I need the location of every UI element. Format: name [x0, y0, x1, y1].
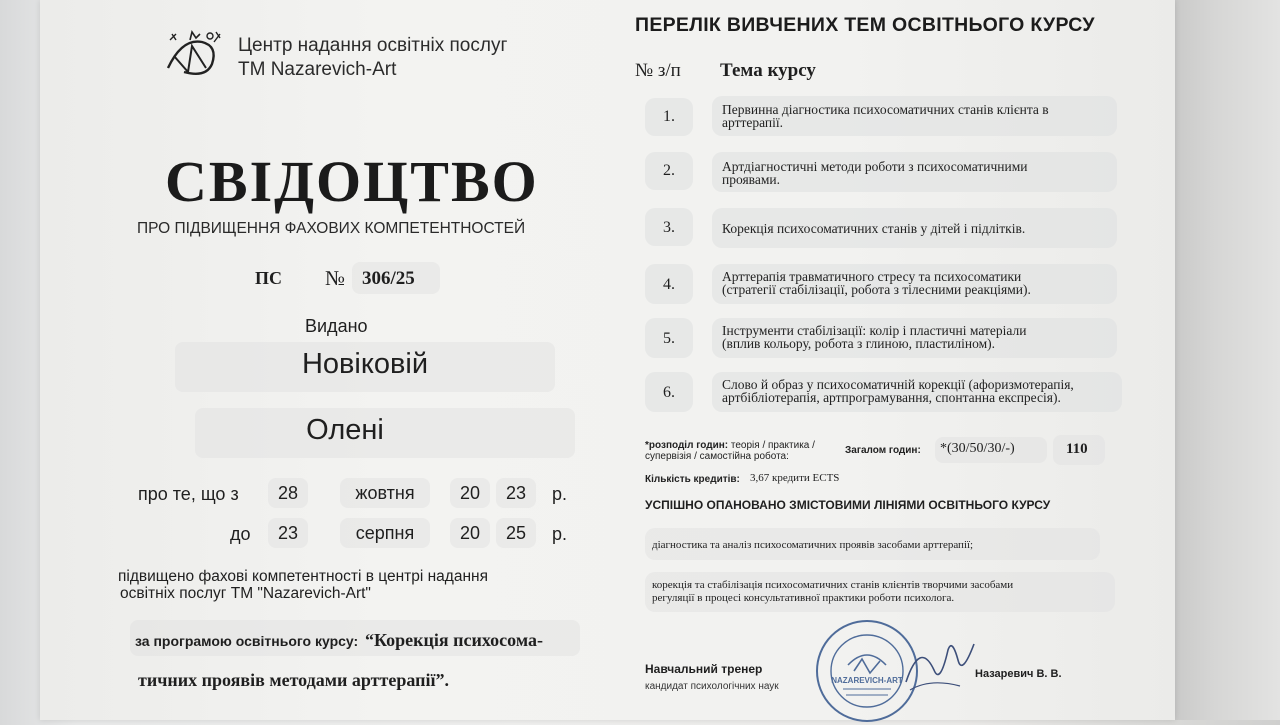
topic-number: 1.: [663, 108, 675, 125]
content-line-2: [652, 579, 1013, 605]
content-line-2a: корекція та стабілізація психосоматичних станів клієнтів творчими засобами: [652, 579, 1014, 591]
organization-name: [238, 34, 507, 82]
program-title-line-1: “Корекція психосома-: [365, 630, 543, 650]
topic-line-1: Арттерапія травматичного стресу та психосоматики: [722, 269, 1022, 284]
program-label: за програмою освітнього курсу:: [135, 633, 359, 649]
topics-title: ПЕРЕЛІК ВИВЧЕНИХ ТЕМ ОСВІТНЬОГО КУРСУ: [635, 14, 1095, 36]
topic-number: 4.: [663, 276, 675, 293]
topic-line-1: Слово й образ у психосоматичній корекції (афоризмотерапія,: [722, 377, 1074, 392]
topic-line-2: (стратегії стабілізації, робота з тілесними реакціями).: [722, 282, 1031, 297]
hours-desc-2: супервізія / самостійна робота:: [645, 451, 789, 462]
topic-line-2: арттерапії.: [722, 115, 784, 130]
topic-number: 6.: [663, 384, 675, 401]
topic-text: [722, 222, 1025, 235]
trainer-label: Навчальний тренер: [645, 662, 763, 676]
surname-field: [175, 342, 555, 392]
org-line-1: Центр надання освітніх послуг: [238, 35, 508, 56]
org-line-2: ТМ Nazarevich-Art: [238, 59, 397, 80]
certificate-number: 306/25: [362, 268, 415, 289]
to-year-suffix: 25: [496, 518, 536, 548]
statement-line-1: підвищено фахові компетентності в центрі надання: [118, 568, 488, 585]
document-title: СВІДОЦТВО: [165, 149, 539, 214]
trainer-name: Назаревич В. В.: [975, 668, 1062, 680]
number-sign: №: [325, 266, 346, 290]
topic-line-1: Корекція психосоматичних станів у дітей і підлітків.: [722, 221, 1026, 236]
series-label: ПС: [255, 268, 282, 288]
total-hours-label: Загалом годин:: [845, 445, 921, 456]
stamp-text: NAZAREVICH-ART: [831, 676, 903, 685]
credits-value: 3,67 кредити ECTS: [750, 472, 840, 484]
topic-line-2: артбібліотерапія, артпрограмування, спонтанна експресія).: [722, 390, 1061, 405]
from-day: 28: [268, 478, 308, 508]
success-title: УСПІШНО ОПАНОВАНО ЗМІСТОВИМИ ЛІНІЯМИ ОСВІТНЬОГО КУРСУ: [645, 498, 1051, 512]
from-label: про те, що з: [138, 484, 239, 504]
to-year-prefix: 20: [450, 518, 490, 548]
hours-label: *розподіл годин:: [645, 440, 729, 451]
hours-desc-1: теорія / практика /: [730, 440, 815, 451]
topic-number: 3.: [663, 219, 675, 236]
year-abbr: р.: [552, 484, 568, 504]
hours-split: *(30/50/30/-): [940, 441, 1015, 456]
topic-text: [722, 378, 1074, 404]
logo-icon: [162, 28, 224, 80]
topic-line-1: Інструменти стабілізації: колір і пластичні матеріали: [722, 323, 1027, 338]
issued-label: Видано: [305, 316, 368, 336]
first-name-field: [195, 408, 575, 458]
year-abbr-2: р.: [552, 524, 568, 544]
topic-number: 2.: [663, 162, 675, 179]
from-year-suffix: 23: [496, 478, 536, 508]
document-subtitle: ПРО ПІДВИЩЕННЯ ФАХОВИХ КОМПЕТЕНТНОСТЕЙ: [137, 220, 526, 237]
to-day: 23: [268, 518, 308, 548]
statement-line-2: освітніх послуг ТМ "Nazarevich-Art": [120, 585, 371, 602]
content-line-2b: регуляції в процесі консультативної практики роботи психолога.: [652, 592, 955, 604]
column-number-header: № з/п: [635, 60, 681, 81]
signature-icon: [900, 630, 980, 700]
topic-text: [722, 160, 1027, 186]
recipient-first-name: Олені: [306, 414, 384, 446]
column-topic-header: Тема курсу: [720, 60, 816, 81]
topic-line-1: Артдіагностичні методи роботи з психосоматичними: [722, 159, 1028, 174]
to-month: серпня: [340, 518, 430, 548]
trainer-degree: кандидат психологічних наук: [645, 681, 779, 692]
topic-text: [722, 270, 1031, 296]
from-month: жовтня: [340, 478, 430, 508]
credits-label: Кількість кредитів:: [645, 474, 740, 485]
to-label: до: [230, 524, 251, 544]
topic-line-1: Первинна діагностика психосоматичних станів клієнта в: [722, 102, 1049, 117]
topic-line-2: (вплив кольору, робота з глиною, пластиліном).: [722, 336, 996, 351]
monitor-bezel: [1172, 0, 1280, 720]
recipient-surname: Новіковій: [301, 348, 429, 380]
topic-text: [722, 324, 1026, 350]
from-year-prefix: 20: [450, 478, 490, 508]
hours-breakdown: [645, 440, 815, 462]
topic-line-2: проявами.: [722, 172, 781, 187]
statement: [118, 568, 488, 602]
content-line-1: діагностика та аналіз психосоматичних проявів засобами арттерапії;: [652, 539, 974, 551]
program-title-line-2: тичних проявів методами арттерапії”.: [138, 670, 449, 690]
topic-text: [722, 103, 1049, 129]
total-hours: 110: [1066, 441, 1088, 457]
topic-number: 5.: [663, 330, 675, 347]
